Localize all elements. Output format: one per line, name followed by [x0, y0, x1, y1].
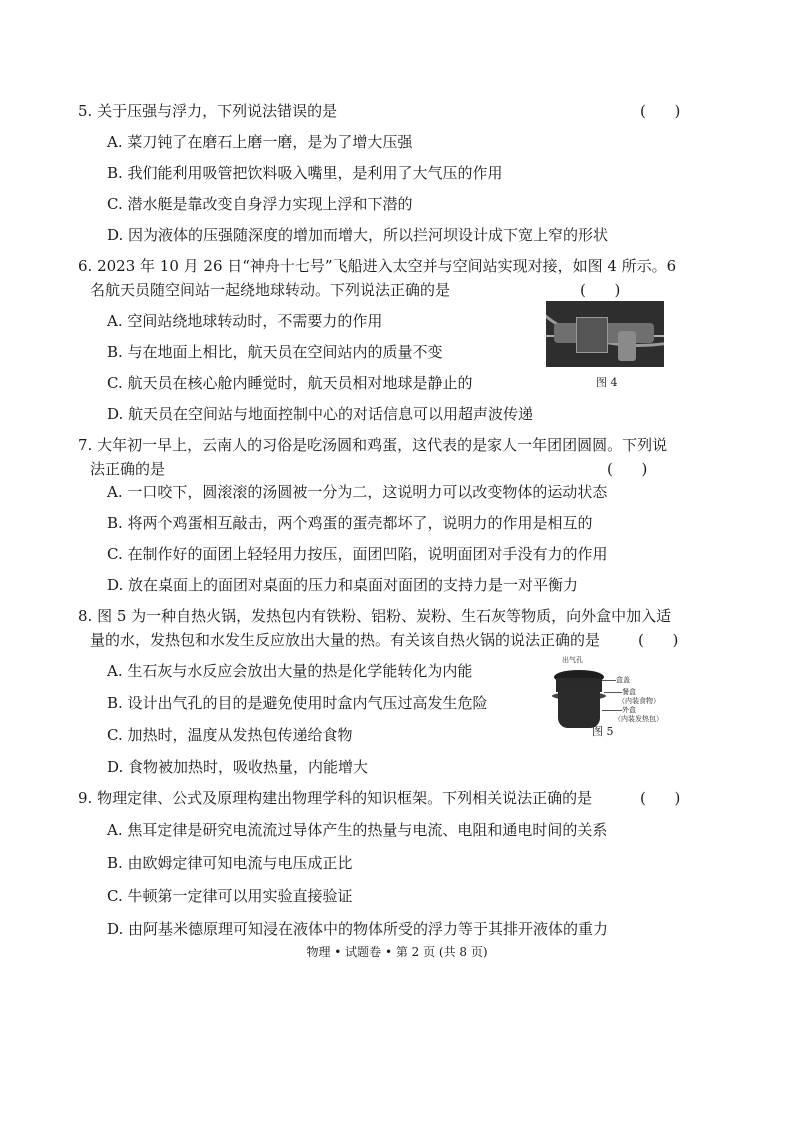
q5-answer-bracket: ( ) [640, 102, 681, 120]
figure-5-label: 图 5 [592, 725, 614, 738]
q5-option-d: D. 因为液体的压强随深度的增加而增大，所以拦河坝设计成下宽上窄的形状 [107, 226, 609, 244]
q9-stem: 9. 物理定律、公式及原理构建出物理学科的知识框架。下列相关说法正确的是 [78, 789, 593, 807]
q9-option-c: C. 牛顿第一定律可以用实验直接验证 [107, 887, 353, 905]
q6-option-a: A. 空间站绕地球转动时，不需要力的作用 [107, 312, 383, 330]
q7-option-a: A. 一口咬下，圆滚滚的汤圆被一分为二，这说明力可以改变物体的运动状态 [107, 483, 608, 501]
q6-stem-line2: 名航天员随空间站一起绕地球转动。下列说法正确的是 [90, 281, 451, 299]
q7-stem-line2: 法正确的是 [90, 460, 166, 478]
q6-option-d: D. 航天员在空间站与地面控制中心的对话信息可以用超声波传递 [107, 405, 534, 423]
q5-option-b: B. 我们能利用吸管把饮料吸入嘴里，是利用了大气压的作用 [107, 164, 503, 182]
q8-answer-bracket: ( ) [638, 631, 679, 649]
q8-option-b: B. 设计出气孔的目的是避免使用时盒内气压过高发生危险 [107, 694, 488, 712]
figure-4-label: 图 4 [596, 376, 618, 389]
fig5-label-vent: 出气孔 [562, 656, 583, 664]
fig5-label-outer-box: 外盒 [622, 706, 636, 714]
q9-option-d: D. 由阿基米德原理可知浸在液体中的物体所受的浮力等于其排开液体的重力 [107, 920, 609, 938]
q8-option-d: D. 食物被加热时，吸收热量，内能增大 [107, 758, 369, 776]
fig5-label-food-box: 餐盒 [622, 688, 636, 696]
q5-option-a: A. 菜刀钝了在磨石上磨一磨，是为了增大压强 [107, 133, 413, 151]
q7-answer-bracket: ( ) [607, 460, 648, 478]
q9-option-b: B. 由欧姆定律可知电流与电压成正比 [107, 854, 353, 872]
fig5-label-outer-box-note: （内装发热包） [614, 715, 663, 723]
q7-option-b: B. 将两个鸡蛋相互敲击，两个鸡蛋的蛋壳都坏了，说明力的作用是相互的 [107, 514, 593, 532]
q7-stem-line1: 7. 大年初一早上，云南人的习俗是吃汤圆和鸡蛋，这代表的是家人一年团团圆圆。下列说 [78, 436, 668, 454]
page-footer: 物理 • 试题卷 • 第 2 页 (共 8 页) [306, 945, 488, 959]
q8-option-c: C. 加热时，温度从发热包传递给食物 [107, 726, 353, 744]
q7-option-d: D. 放在桌面上的面团对桌面的压力和桌面对面团的支持力是一对平衡力 [107, 576, 579, 594]
q5-option-c: C. 潜水艇是靠改变自身浮力实现上浮和下潜的 [107, 195, 413, 213]
q6-stem-line1: 6. 2023 年 10 月 26 日“神舟十七号”飞船进入太空并与空间站实现对接，如图 4 所示。6 [78, 257, 677, 275]
fig5-label-food-box-note: （内装食物） [618, 697, 660, 705]
q9-answer-bracket: ( ) [640, 789, 681, 807]
q6-option-b: B. 与在地面上相比，航天员在空间站内的质量不变 [107, 343, 443, 361]
q8-stem-line2: 量的水，发热包和水发生反应放出大量的热。有关该自热火锅的说法正确的是 [90, 631, 601, 649]
figure-4-space-station-photo [546, 301, 664, 367]
q8-option-a: A. 生石灰与水反应会放出大量的热是化学能转化为内能 [107, 662, 473, 680]
q9-option-a: A. 焦耳定律是研究电流流过导体产生的热量与电流、电阻和通电时间的关系 [107, 821, 608, 839]
q6-option-c: C. 航天员在核心舱内睡觉时，航天员相对地球是静止的 [107, 374, 473, 392]
q6-answer-bracket: ( ) [580, 281, 621, 299]
fig5-label-lid: 盒盖 [616, 676, 630, 684]
q7-option-c: C. 在制作好的面团上轻轻用力按压，面团凹陷，说明面团对手没有力的作用 [107, 545, 608, 563]
q8-stem-line1: 8. 图 5 为一种自热火锅，发热包内有铁粉、铝粉、炭粉、生石灰等物质，向外盒中加入适 [78, 607, 672, 625]
q5-stem: 5. 关于压强与浮力，下列说法错误的是 [78, 102, 338, 120]
